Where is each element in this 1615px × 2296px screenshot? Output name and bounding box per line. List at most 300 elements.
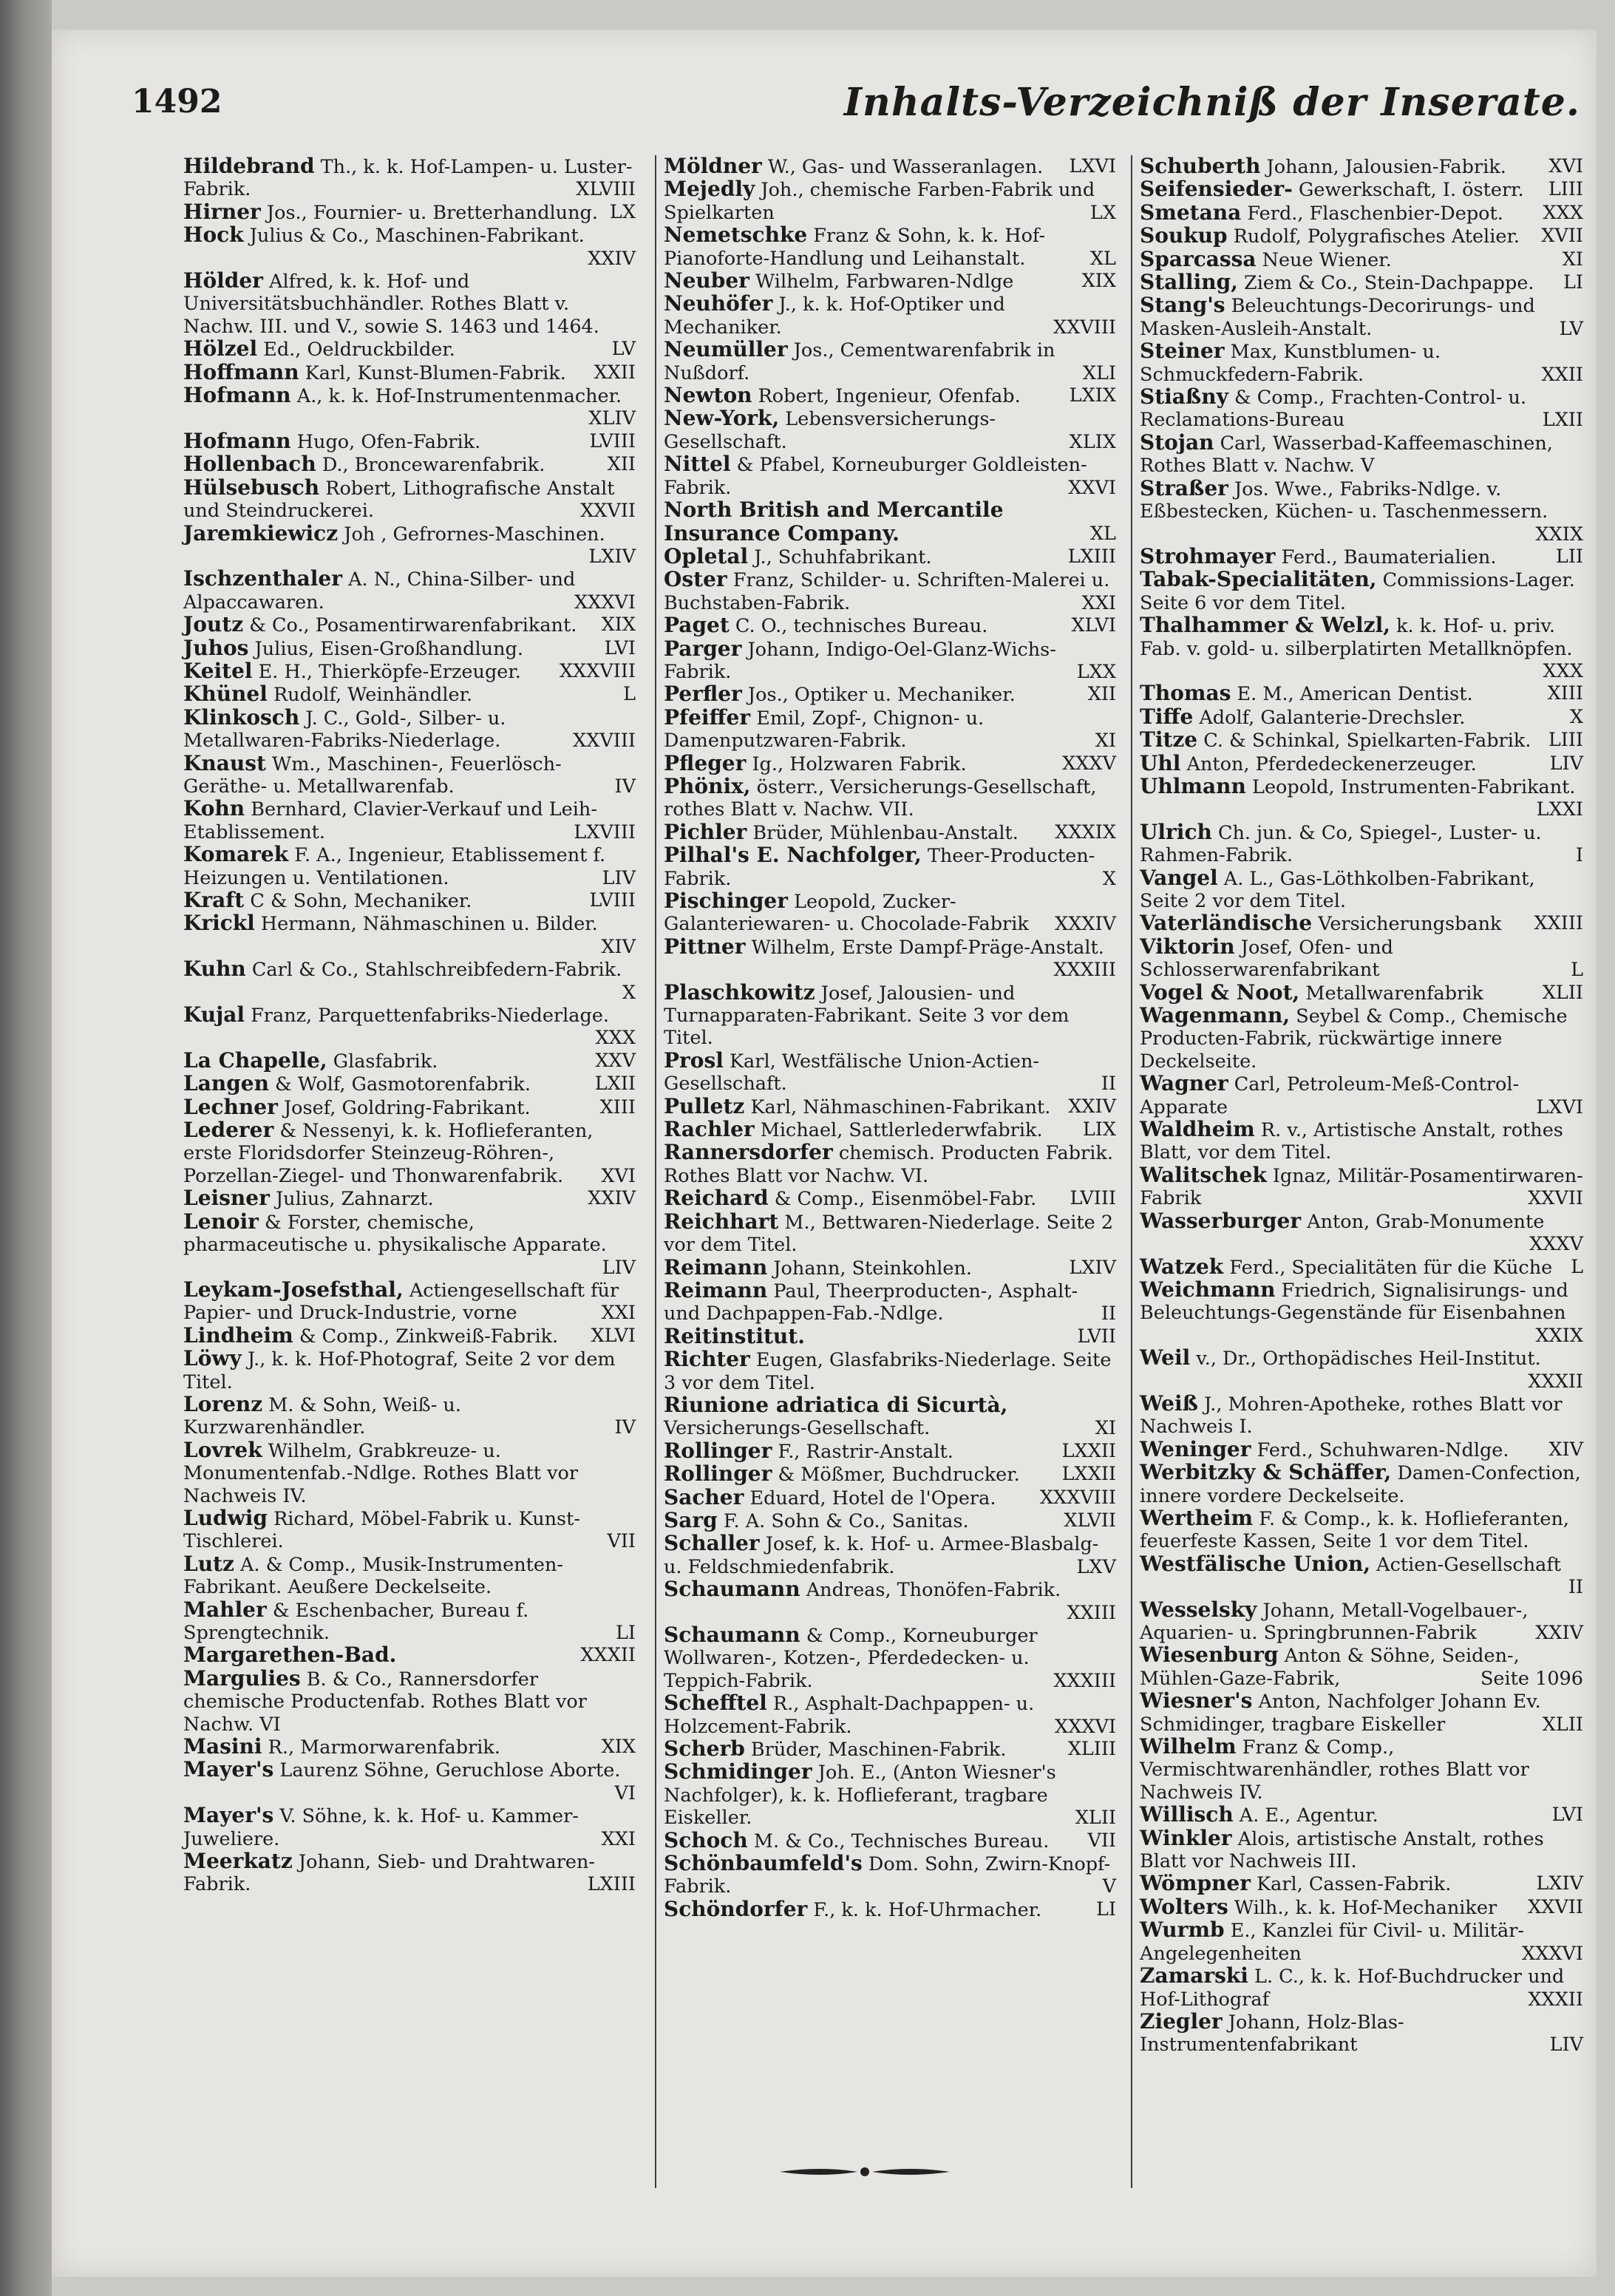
- entry-name: Weninger: [1140, 1436, 1251, 1461]
- entry-name: Steiner: [1140, 339, 1225, 364]
- entry-name: Vaterländische: [1140, 911, 1313, 936]
- entry-description: Michael, Sattlerlederwfabrik.: [760, 1119, 1043, 1142]
- index-entry: [183, 1047, 636, 1073]
- entry-name: North British and Mercantile Insurance Company.: [664, 497, 1004, 546]
- entry-name: Zamarski: [1140, 1963, 1248, 1988]
- entry-reference: XI: [1095, 730, 1116, 753]
- entry-name: Walitschek: [1140, 1162, 1267, 1187]
- index-entry: [664, 384, 1116, 407]
- index-entry: [664, 543, 1116, 568]
- entry-name: Weil: [1140, 1345, 1191, 1371]
- entry-description: & Comp., Eisenmöbel-Fabr.: [774, 1188, 1037, 1211]
- index-entry: [664, 1118, 1116, 1141]
- index-entry: [1140, 1553, 1583, 1599]
- entry-description: Jos., Optiker u. Mechaniker.: [747, 684, 1016, 707]
- entry-name: Kraft: [183, 888, 245, 912]
- entry-name: Werbitzky & Schäffer,: [1140, 1460, 1392, 1485]
- entry-reference: XIII: [1547, 682, 1583, 705]
- entry-reference: XXVIII: [573, 730, 636, 753]
- entry-description: & Forster, chemische, pharmaceutische u. physikalische Apparate.: [183, 1211, 607, 1257]
- entry-name: Straßer: [1140, 475, 1228, 500]
- entry-description: Anton, Pferdedeckenerzeuger.: [1186, 753, 1477, 775]
- entry-reference: XXV: [595, 1049, 636, 1072]
- index-entry: [664, 1624, 1116, 1692]
- index-entry: [183, 1759, 636, 1804]
- index-entry: [183, 1644, 636, 1667]
- index-entry: [183, 1599, 636, 1645]
- entry-description: E. H., Thierköpfe-Erzeuger.: [258, 660, 521, 683]
- entry-name: Masini: [183, 1734, 262, 1759]
- entry-description: A. E., Agentur.: [1239, 1804, 1378, 1827]
- index-entry: [1140, 543, 1583, 568]
- entry-description: A. L., Gas-Löthkolben-Fabrikant, Seite 2 vor dem Titel.: [1140, 867, 1535, 912]
- entry-reference: XLVI: [1071, 614, 1116, 637]
- index-entry: [183, 1439, 636, 1507]
- index-entry: [664, 1211, 1116, 1257]
- index-entry: [1140, 1390, 1583, 1439]
- entry-reference: XXXVIII: [559, 659, 636, 682]
- entry-reference: VII: [1087, 1829, 1116, 1852]
- entry-name: Stang's: [1140, 293, 1225, 318]
- entry-description: F., Rastrir-Anstalt.: [778, 1440, 953, 1463]
- entry-name: Pfeiffer: [664, 704, 751, 730]
- entry-name: Vogel & Noot,: [1140, 979, 1300, 1005]
- index-entry: [183, 270, 636, 338]
- entry-reference: XXX: [1543, 201, 1583, 224]
- entry-reference: XXIV: [1535, 1622, 1583, 1644]
- entry-reference: LX: [609, 200, 636, 223]
- entry-description: Rudolf, Weinhändler.: [273, 684, 473, 707]
- entry-description: Karl, Cassen-Fabrik.: [1257, 1873, 1452, 1896]
- entry-description: Joh., chemische Farben-Fabrik und Spielkarten: [664, 179, 1095, 224]
- index-entry: [664, 979, 1116, 1050]
- index-entry: [1140, 1804, 1583, 1827]
- entry-reference: XXI: [601, 1302, 636, 1325]
- entry-name: Wiesenburg: [1140, 1643, 1279, 1668]
- entry-description: Ferd., Baumaterialien.: [1281, 546, 1497, 568]
- entry-reference: LIV: [1549, 752, 1583, 775]
- entry-reference: XXXVI: [1055, 1715, 1116, 1738]
- entry-reference: IV: [614, 1416, 636, 1439]
- entry-name: Reimann: [664, 1254, 768, 1280]
- entry-name: Strohmayer: [1140, 543, 1276, 568]
- entry-description: Actiengesellschaft für Papier- und Druck-Industrie, vorne: [183, 1279, 619, 1325]
- entry-reference: XI: [1095, 1417, 1116, 1440]
- entry-description: E. M., American Dentist.: [1237, 683, 1473, 706]
- entry-reference: Seite 1096: [1480, 1667, 1583, 1690]
- entry-description: Seybel & Comp., Chemische Producten-Fabrik, rückwärtige innere Deckelseite.: [1140, 1005, 1568, 1073]
- index-entry: [664, 750, 1116, 775]
- entry-name: Wömpner: [1140, 1871, 1251, 1896]
- entry-description: D., Broncewarenfabrik.: [322, 454, 545, 477]
- entry-name: Thalhammer & Welzl,: [1140, 613, 1390, 638]
- entry-description: Wm., Maschinen-, Feuerlösch-Geräthe- u. Metallwarenfab.: [183, 753, 562, 798]
- entry-description: & Nessenyi, k. k. Hoflieferanten, erste Floridsdorfer Steinzeug-Röhren-, Porzellan-Ziegel- und Thonwarenfabrik.: [183, 1120, 594, 1187]
- entry-reference: XXXVI: [1522, 1942, 1583, 1965]
- entry-name: Leykam-Josefsthal,: [183, 1277, 404, 1302]
- entry-description: Josef, Ofen- und Schlosserwarenfabrikant: [1140, 936, 1393, 982]
- index-entry: [664, 270, 1116, 293]
- entry-description: Franz & Comp., Vermischtwarenhändler, rothes Blatt vor Nachweis IV.: [1140, 1736, 1529, 1804]
- entry-reference: XIX: [601, 1736, 636, 1759]
- index-entry: [183, 201, 636, 224]
- entry-name: Mayer's: [183, 1803, 274, 1828]
- entry-name: Wasserburger: [1140, 1208, 1302, 1233]
- entry-name: Pilhal's E. Nachfolger,: [664, 843, 922, 868]
- entry-name: New-York,: [664, 406, 780, 431]
- entry-name: Uhlmann: [1140, 773, 1246, 798]
- entry-reference: XLVII: [1064, 1509, 1116, 1532]
- index-entry: [664, 936, 1116, 982]
- entry-description: Ch. jun. & Co, Spiegel-, Luster- u. Rahmen-Fabrik.: [1140, 821, 1542, 867]
- entry-name: Viktorin: [1140, 934, 1235, 959]
- entry-reference: LXII: [1542, 409, 1583, 432]
- entry-reference: XIX: [1081, 270, 1116, 293]
- entry-reference: X: [1102, 867, 1116, 890]
- entry-reference: LVI: [1551, 1804, 1583, 1827]
- entry-name: Hülsebusch: [183, 475, 320, 500]
- entry-description: Johann, Jalousien-Fabrik.: [1266, 156, 1506, 178]
- entry-description: Joh , Gefrornes-Maschinen.: [344, 523, 605, 546]
- entry-description: Ferd., Flaschenbier-Depot.: [1247, 202, 1503, 225]
- entry-reference: IV: [614, 775, 636, 798]
- entry-name: Schmidinger: [664, 1759, 812, 1784]
- entry-reference: XIV: [1548, 1438, 1583, 1461]
- entry-reference: XXIX: [1535, 523, 1583, 546]
- index-entry: [664, 1394, 1116, 1440]
- entry-name: Seifensieder-: [1140, 177, 1293, 202]
- index-entry: [1140, 178, 1583, 201]
- entry-description: Wilhelm, Farbwaren-Ndlge: [755, 271, 1014, 293]
- entry-description: A. & Comp., Musik-Instrumenten-Fabrikant. Aeußere Deckelseite.: [183, 1553, 564, 1599]
- entry-reference: LXVIII: [574, 821, 636, 843]
- index-entry: [183, 889, 636, 912]
- entry-name: Smetana: [1140, 200, 1242, 225]
- index-entry: [664, 775, 1116, 821]
- entry-name: Mahler: [183, 1597, 267, 1622]
- entry-reference: LVIII: [1070, 1187, 1116, 1210]
- entry-description: Ziem & Co., Stein-Dachpappe.: [1244, 272, 1534, 295]
- entry-name: Winkler: [1140, 1825, 1232, 1850]
- index-entry: [1140, 1599, 1583, 1645]
- entry-reference: XVI: [601, 1164, 636, 1187]
- entry-description: Carl, Petroleum-Meß-Control-Apparate: [1140, 1073, 1520, 1118]
- entry-description: M. & Co., Technisches Bureau.: [753, 1830, 1050, 1852]
- entry-reference: XII: [1087, 683, 1116, 706]
- index-entry: [1140, 1896, 1583, 1919]
- entry-description: Julius & Co., Maschinen-Fabrikant.: [249, 225, 585, 248]
- entry-name: Wilhelm: [1140, 1734, 1237, 1759]
- entry-name: Wolters: [1140, 1894, 1228, 1919]
- entry-reference: XXII: [1541, 363, 1583, 386]
- entry-description: F. A., Ingenieur, Etablissement f. Heizungen u. Ventilationen.: [183, 844, 606, 889]
- entry-name: Hofmann: [183, 383, 291, 408]
- index-entry: [1140, 429, 1583, 478]
- page-number: 1492: [132, 83, 222, 120]
- index-entry: [1140, 706, 1583, 729]
- entry-name: Richter: [664, 1347, 750, 1372]
- entry-description: Eugen, Glasfabriks-Niederlage. Seite 3 vor dem Titel.: [664, 1349, 1112, 1394]
- entry-description: Carl & Co., Stahlschreibfedern-Fabrik.: [251, 959, 622, 982]
- entry-reference: LXX: [1076, 660, 1116, 683]
- entry-description: Carl, Wasserbad-Kaffeemaschinen, Rothes Blatt v. Nachw. V: [1140, 432, 1553, 478]
- index-entry: [183, 1736, 636, 1759]
- entry-description: Rudolf, Polygrafisches Atelier.: [1233, 225, 1520, 248]
- entry-name: Keitel: [183, 658, 253, 683]
- entry-description: W., Gas- und Wasseranlagen.: [767, 156, 1044, 178]
- index-entry: [1140, 1256, 1583, 1279]
- entry-reference: LV: [611, 338, 636, 361]
- index-entry: [664, 1463, 1116, 1486]
- page-header: [132, 80, 1580, 149]
- entry-description: Karl, Westfälische Union-Actien-Gesellschaft.: [664, 1050, 1039, 1096]
- index-entry: [183, 1665, 636, 1736]
- entry-name: Pulletz: [664, 1093, 745, 1118]
- entry-name: Vangel: [1140, 865, 1218, 890]
- entry-name: Lenoir: [183, 1209, 259, 1234]
- entry-name: Parger: [664, 636, 742, 661]
- entry-name: Reimann: [664, 1277, 768, 1302]
- entry-name: Lorenz: [183, 1391, 263, 1416]
- end-ornament: [776, 2164, 953, 2179]
- index-entry: [664, 407, 1116, 453]
- entry-reference: LXIII: [587, 1873, 636, 1896]
- entry-description: Josef, k. k. Hof- u. Armee-Blasbalg- u. Feldschmiedenfabrik.: [664, 1533, 1099, 1578]
- index-entry: [664, 821, 1116, 844]
- entry-description: C. O., technisches Bureau.: [735, 615, 988, 638]
- index-entry: [1140, 271, 1583, 294]
- entry-description: Lebensversicherungs-Gesellschaft.: [664, 408, 996, 453]
- entry-name: Ziegler: [1140, 2008, 1223, 2034]
- entry-reference: II: [1101, 1302, 1116, 1325]
- entry-reference: LXIV: [1536, 1872, 1583, 1895]
- entry-reference: LIX: [1082, 1118, 1116, 1141]
- entry-name: Sacher: [664, 1484, 744, 1509]
- entry-description: J., k. k. Hof-Photograf, Seite 2 vor dem Titel.: [183, 1348, 616, 1393]
- index-column-3: [1131, 155, 1583, 2188]
- index-entry: [183, 520, 636, 568]
- entry-description: Julius, Eisen-Großhandlung.: [254, 637, 523, 660]
- index-entry: [1140, 614, 1583, 682]
- entry-name: Schaumann: [664, 1577, 800, 1602]
- entry-description: Anton & Söhne, Seiden-, Mühlen-Gaze-Fabrik,: [1140, 1645, 1520, 1690]
- entry-reference: XIX: [601, 614, 636, 636]
- index-entry: [1140, 202, 1583, 225]
- entry-name: Lovrek: [183, 1437, 262, 1462]
- entry-name: Ischzenthaler: [183, 566, 342, 591]
- index-entry: [664, 155, 1116, 178]
- entry-description: Paul, Theerproducten-, Asphalt- und Dachpappen-Fab.-Ndlge.: [664, 1280, 1078, 1325]
- index-entry: [1140, 1347, 1583, 1393]
- entry-reference: LI: [615, 1622, 636, 1644]
- entry-name: Kuhn: [183, 957, 246, 982]
- entry-reference: X: [622, 981, 636, 1004]
- index-entry: [1140, 1073, 1583, 1118]
- index-entry: [664, 224, 1116, 270]
- index-entry: [183, 155, 636, 201]
- index-entry: [183, 750, 636, 798]
- entry-name: Neuhöfer: [664, 291, 773, 316]
- entry-description: Emil, Zopf-, Chignon- u. Damenputzwaren-Fabrik.: [664, 707, 985, 753]
- entry-reference: XIV: [601, 935, 636, 958]
- index-entry: [664, 1325, 1116, 1348]
- index-entry: [1140, 682, 1583, 705]
- entry-reference: XXXIII: [1053, 959, 1116, 982]
- entry-name: Oster: [664, 567, 727, 592]
- index-entry: [1140, 475, 1583, 546]
- entry-name: Westfälische Union,: [1140, 1551, 1371, 1576]
- entry-reference: XXIV: [588, 247, 636, 270]
- entry-name: Hölder: [183, 268, 263, 293]
- entry-name: Pfleger: [664, 750, 747, 775]
- index-entry: [1140, 1965, 1583, 2011]
- index-entry: [1140, 568, 1583, 614]
- entry-description: & Pfabel, Korneuburger Goldleisten-Fabrik.: [664, 454, 1087, 499]
- entry-name: Schaller: [664, 1531, 760, 1556]
- page-title: Inhalts-Verzeichniß der Inserate.: [843, 80, 1580, 125]
- entry-description: Richard, Möbel-Fabrik u. Kunst-Tischlerei.: [183, 1507, 581, 1553]
- entry-description: Alfred, k. k. Hof- und Universitätsbuchhändler. Rothes Blatt v. Nachw. III. und V., sowie S. 1463 und 1464.: [183, 271, 599, 338]
- entry-name: Hoffmann: [183, 359, 299, 384]
- index-entry: [1140, 912, 1583, 935]
- entry-name: Pichler: [664, 819, 747, 844]
- entry-name: Prosl: [664, 1047, 724, 1073]
- entry-name: Hildebrand: [183, 154, 315, 178]
- entry-description: Johann, Sieb- und Drahtwaren-Fabrik.: [183, 1851, 596, 1896]
- entry-description: Johann, Holz-Blas-Instrumentenfabrikant: [1140, 2011, 1404, 2056]
- index-entry: [183, 1393, 636, 1439]
- entry-reference: X: [1569, 705, 1583, 728]
- index-entry: [664, 293, 1116, 339]
- index-entry: [183, 1279, 636, 1325]
- index-entry: [664, 1827, 1116, 1852]
- entry-name: Klinkosch: [183, 704, 300, 730]
- entry-reference: L: [1571, 959, 1583, 982]
- entry-name: Wesselsky: [1140, 1597, 1257, 1622]
- entry-name: Neuber: [664, 268, 749, 293]
- entry-name: Meerkatz: [183, 1849, 293, 1874]
- index-entry: [1140, 936, 1583, 982]
- entry-description: Robert, Lithografische Anstalt und Steindruckerei.: [183, 477, 615, 523]
- entry-reference: XLVI: [591, 1324, 636, 1347]
- index-entry: [1140, 1736, 1583, 1804]
- entry-reference: LXIII: [1067, 545, 1116, 568]
- index-entry: [183, 1187, 636, 1210]
- entry-name: Wagenmann,: [1140, 1003, 1291, 1028]
- entry-reference: XXVII: [1528, 1187, 1583, 1210]
- entry-description: R. v., Artistische Anstalt, rothes Blatt, vor dem Titel.: [1140, 1119, 1563, 1164]
- index-entry: [664, 1254, 1116, 1280]
- entry-name: Tabak-Specialitäten,: [1140, 567, 1377, 592]
- entry-description: Karl, Kunst-Blumen-Fabrik.: [305, 361, 566, 384]
- index-entry: [183, 660, 636, 683]
- entry-reference: L: [1571, 1255, 1583, 1278]
- index-entry: [183, 477, 636, 523]
- entry-description: Ignaz, Militär-Posamentirwaren-Fabrik: [1140, 1164, 1583, 1210]
- entry-name: Schoch: [664, 1827, 748, 1852]
- entry-reference: XLVIII: [576, 178, 636, 201]
- entry-name: Watzek: [1140, 1254, 1224, 1279]
- entry-reference: LXV: [1076, 1555, 1116, 1578]
- entry-description: v., Dr., Orthopädisches Heil-Institut.: [1196, 1348, 1541, 1371]
- entry-name: Khünel: [183, 682, 268, 707]
- entry-description: F. A. Sohn & Co., Sanitas.: [723, 1509, 969, 1532]
- entry-reference: LIII: [1548, 178, 1583, 201]
- entry-description: Eduard, Hotel de l'Opera.: [749, 1487, 996, 1509]
- index-entry: [183, 453, 636, 476]
- entry-reference: XXXII: [1528, 1370, 1583, 1393]
- entry-description: & Comp., Frachten-Control- u. Reclamations-Bureau: [1140, 387, 1527, 432]
- entry-name: Mejedly: [664, 177, 755, 202]
- entry-description: Joh. E., (Anton Wiesner's Nachfolger), k. k. Hoflieferant, tragbare Eiskeller.: [664, 1762, 1056, 1830]
- entry-name: Stiaßny: [1140, 384, 1228, 410]
- index-entry: [1140, 1118, 1583, 1164]
- entry-name: Rollinger: [664, 1438, 772, 1463]
- entry-reference: XXXIII: [1053, 1669, 1116, 1692]
- entry-description: Wilhelm, Grabkreuze- u. Monumentenfab.-Ndlge. Rothes Blatt vor Nachweis IV.: [183, 1439, 579, 1507]
- entry-reference: LI: [1095, 1898, 1116, 1920]
- entry-name: Stalling,: [1140, 270, 1238, 295]
- index-entry: [183, 1096, 636, 1119]
- index-entry: [183, 338, 636, 361]
- entry-name: Hollenbach: [183, 452, 316, 477]
- entry-name: Lutz: [183, 1551, 234, 1576]
- entry-reference: XXXVI: [574, 591, 636, 614]
- entry-name: Rachler: [664, 1117, 755, 1142]
- index-entry: [183, 568, 636, 614]
- entry-name: Wurmb: [1140, 1918, 1225, 1943]
- entry-reference: XLIX: [1069, 430, 1116, 453]
- entry-name: Wiesner's: [1140, 1688, 1253, 1713]
- entry-reference: LIV: [1549, 2034, 1583, 2056]
- entry-reference: XII: [607, 453, 636, 476]
- entry-name: Hirner: [183, 199, 261, 224]
- index-entry: [664, 1348, 1116, 1394]
- index-entry: [183, 843, 636, 889]
- index-entry: [183, 958, 636, 1004]
- entry-description: Anton, Grab-Monumente: [1307, 1210, 1545, 1233]
- index-entry: [1140, 1690, 1583, 1736]
- entry-reference: LXXII: [1061, 1463, 1116, 1486]
- entry-name: Möldner: [664, 154, 762, 178]
- index-entry: [664, 1187, 1116, 1210]
- entry-description: Leopold, Instrumenten-Fabrikant.: [1252, 775, 1576, 798]
- entry-description: M., Bettwaren-Niederlage. Seite 2 vor dem Titel.: [664, 1211, 1114, 1257]
- entry-description: Theer-Producten-Fabrik.: [664, 845, 1095, 890]
- entry-description: Neue Wiener.: [1262, 248, 1392, 271]
- entry-reference: XIII: [599, 1096, 636, 1118]
- entry-reference: LXIV: [1069, 1256, 1116, 1279]
- entry-reference: LIII: [1548, 729, 1583, 752]
- entry-reference: LXXII: [1061, 1439, 1116, 1462]
- entry-name: Schönbaumfeld's: [664, 1851, 863, 1876]
- entry-description: V. Söhne, k. k. Hof- u. Kammer-Juweliere.: [183, 1805, 579, 1850]
- entry-reference: LVI: [604, 636, 636, 659]
- index-entry: [664, 1509, 1116, 1532]
- entry-name: Willisch: [1140, 1802, 1234, 1827]
- index-entry: [1140, 1164, 1583, 1210]
- entry-name: Reichard: [664, 1186, 769, 1211]
- entry-name: Pischinger: [664, 889, 788, 913]
- entry-description: Th., k. k. Hof-Lampen- u. Luster-Fabrik.: [183, 156, 633, 201]
- entry-description: Hermann, Nähmaschinen u. Bilder.: [260, 913, 598, 936]
- entry-name: Mayer's: [183, 1757, 274, 1782]
- index-entry: [664, 1141, 1116, 1187]
- entry-reference: XVI: [1548, 155, 1583, 177]
- entry-reference: XXIV: [1068, 1095, 1116, 1118]
- entry-description: Johann, Indigo-Oel-Glanz-Wichs-Fabrik.: [664, 638, 1056, 683]
- entry-description: Wilhelm, Erste Dampf-Präge-Anstalt.: [751, 936, 1104, 959]
